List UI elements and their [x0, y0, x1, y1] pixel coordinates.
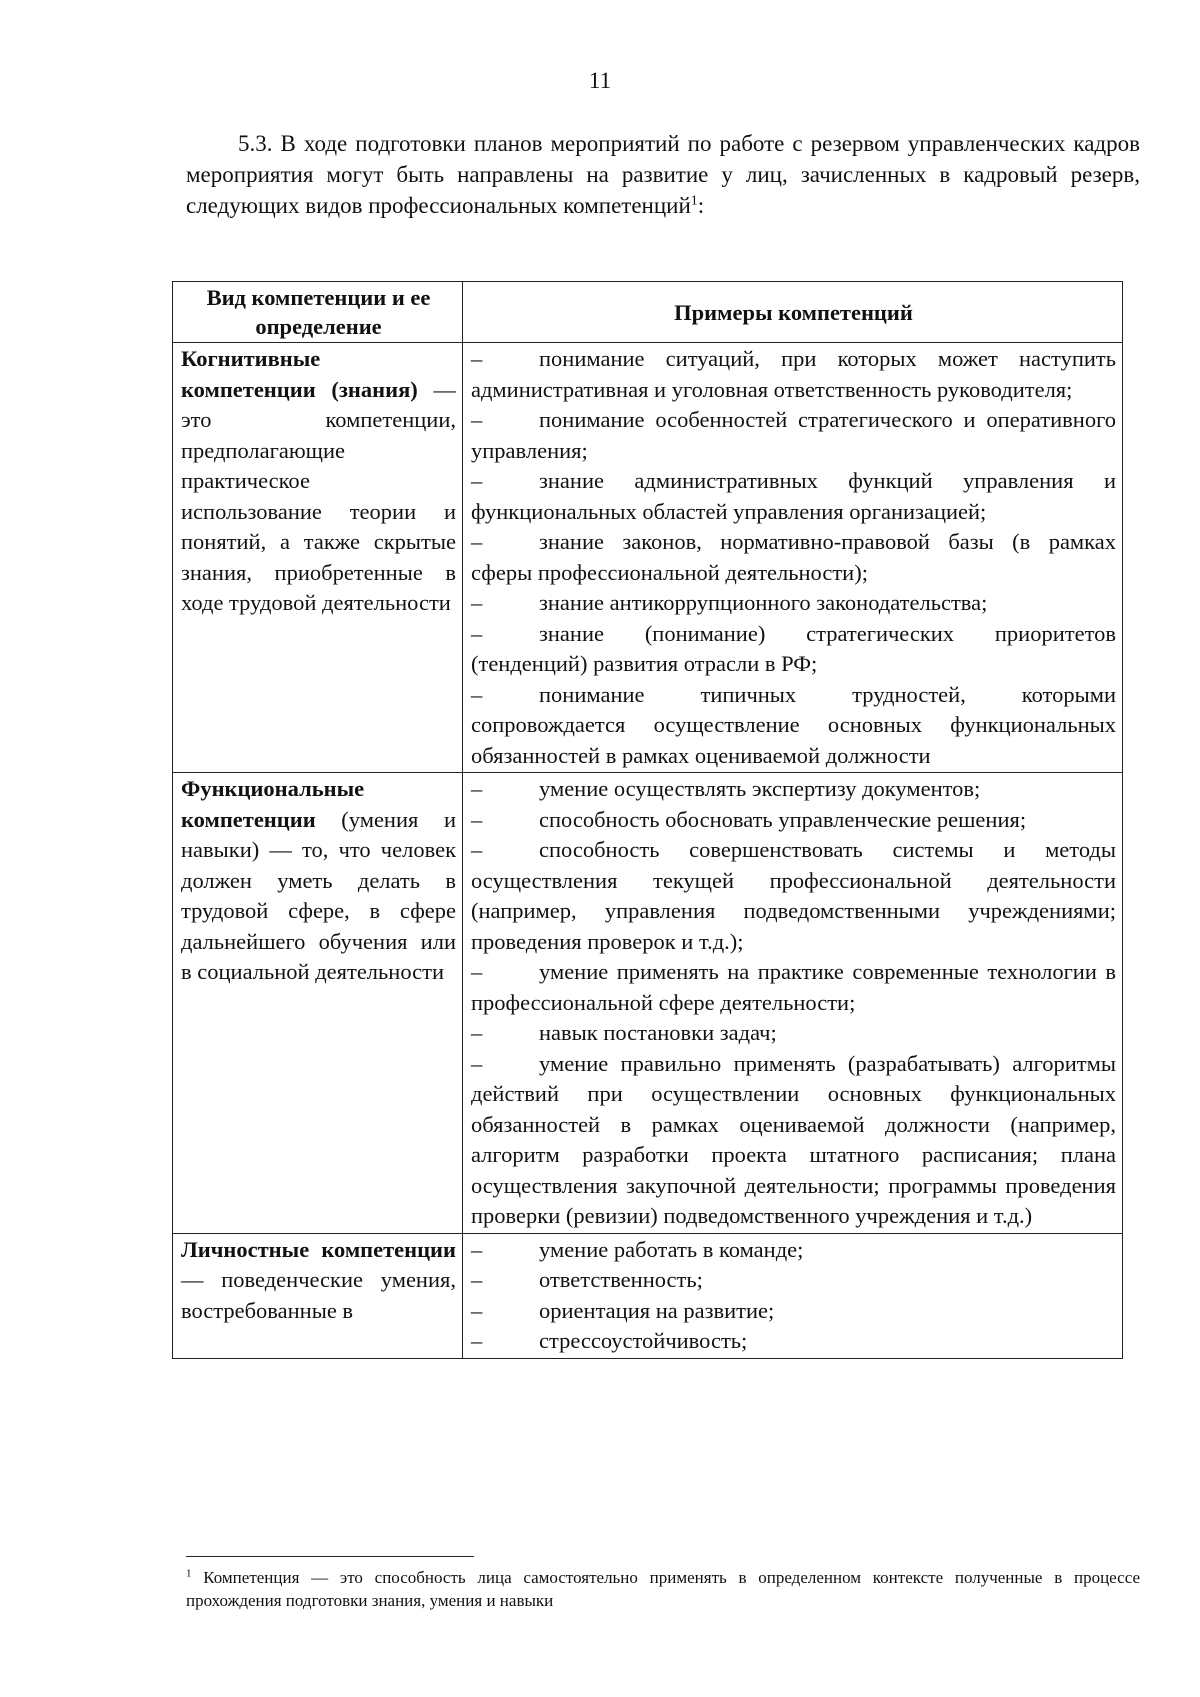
- list-item: [471, 1265, 1116, 1296]
- dash-marker: –: [471, 620, 483, 646]
- dash-marker: –: [471, 1297, 483, 1323]
- list-item: [471, 527, 1116, 588]
- list-item: [471, 588, 1116, 619]
- header-competency-examples: Примеры компетенций: [463, 282, 1123, 343]
- list-item: [471, 466, 1116, 527]
- table-row: [173, 343, 1123, 773]
- example-text: понимание особенностей стратегического и оперативного управления;: [471, 407, 1116, 463]
- table-row: [173, 1233, 1123, 1358]
- list-item: [471, 1049, 1116, 1232]
- list-item: [471, 835, 1116, 957]
- list-item: [471, 1235, 1116, 1266]
- list-item: [471, 1326, 1116, 1357]
- competency-term: Функциональные компетенции: [181, 776, 365, 832]
- list-item: [471, 957, 1116, 1018]
- competencies-table: [172, 281, 1123, 1359]
- dash-marker: –: [471, 1267, 483, 1292]
- competency-definition-cell: [173, 773, 463, 1234]
- header-competency-type: Вид компетенции и ее определение: [173, 282, 463, 343]
- footnote-divider: [186, 1556, 474, 1557]
- page-number: 11: [588, 68, 612, 93]
- example-text: знание административных функций управления и функциональных областей управления организацией;: [471, 468, 1116, 524]
- dash-marker: –: [471, 1236, 483, 1262]
- example-text: умение осуществлять экспертизу документов;: [539, 776, 981, 801]
- list-item: [471, 805, 1116, 836]
- table-row: [173, 773, 1123, 1234]
- dash-marker: –: [471, 681, 483, 707]
- dash-marker: –: [471, 529, 483, 554]
- competency-definition: — это компетенции, предполагающие практическое использование теории и понятий, а также скрытые знания, приобретенные в ходе трудовой деятельности: [181, 376, 456, 615]
- table-header-row: [173, 282, 1123, 343]
- dash-marker: –: [471, 1020, 483, 1045]
- dash-marker: –: [471, 806, 483, 832]
- dash-marker: –: [471, 346, 483, 371]
- competency-examples-cell: [463, 343, 1123, 773]
- list-item: [471, 1296, 1116, 1327]
- dash-marker: –: [471, 776, 483, 801]
- footnote-mark: 1: [186, 1567, 192, 1580]
- competency-definition: — поведенческие умения, востребованные в: [181, 1267, 456, 1323]
- dash-marker: –: [471, 590, 483, 615]
- competency-definition-cell: [173, 343, 463, 773]
- footnote-text: Компетенция — это способность лица самостоятельно применять в определенном контексте полученные в процессе прохождения подготовки знания, умения и навыки: [186, 1568, 1140, 1610]
- list-item: [471, 680, 1116, 772]
- dash-marker: –: [471, 837, 483, 862]
- example-text: способность совершенствовать системы и методы осуществления текущей профессиональной деятельности (например, управления подведомственными учреждениями; проведения проверок и т.д.);: [471, 837, 1116, 954]
- example-text: понимание ситуаций, при которых может наступить административная и уголовная ответственность руководителя;: [471, 346, 1116, 402]
- list-item: [471, 405, 1116, 466]
- example-text: понимание типичных трудностей, которыми сопровождается осуществление основных функциональных обязанностей в рамках оцениваемой должности: [471, 681, 1116, 768]
- list-item: [471, 344, 1116, 405]
- intro-text: 5.3. В ходе подготовки планов мероприятий по работе с резервом управленческих кадров мероприятия могут быть направлены на развитие у лиц, зачисленных в кадровый резерв, следующих видов профессиональных компетенций: [186, 131, 1140, 218]
- example-text: умение правильно применять (разрабатывать) алгоритмы действий при осуществлении основных функциональных обязанностей в рамках оцениваемой должности (например, алгоритм разработки проекта штатного расписания; плана осуществления закупочной деятельности; программы проведения проверки (ревизии) подведомственного учреждения и т.д.): [471, 1050, 1116, 1228]
- example-text: знание антикоррупционного законодательства;: [539, 590, 988, 615]
- list-item: [471, 1018, 1116, 1049]
- competency-term: Личностные компетенции: [181, 1236, 456, 1262]
- intro-paragraph: [186, 128, 1140, 221]
- example-text: ответственность;: [539, 1267, 703, 1292]
- example-text: умение работать в команде;: [539, 1236, 804, 1262]
- example-text: знание законов, нормативно-правовой базы (в рамках сферы профессиональной деятельности);: [471, 529, 1116, 585]
- list-item: [471, 774, 1116, 805]
- intro-tail: :: [697, 193, 705, 218]
- example-text: знание (понимание) стратегических приоритетов (тенденций) развития отрасли в РФ;: [471, 620, 1116, 676]
- competency-definition: (умения и навыки) — то, что человек должен уметь делать в трудовой сфере, в сфере дальнейшего обучения или в социальной деятельности: [181, 806, 456, 984]
- example-text: навык постановки задач;: [539, 1020, 777, 1045]
- example-text: умение применять на практике современные технологии в профессиональной сфере деятельности;: [471, 959, 1116, 1015]
- example-text: стрессоустойчивость;: [539, 1328, 748, 1353]
- dash-marker: –: [471, 407, 483, 432]
- competency-definition-cell: [173, 1233, 463, 1358]
- example-text: ориентация на развитие;: [539, 1297, 775, 1323]
- list-item: [471, 619, 1116, 680]
- dash-marker: –: [471, 959, 483, 984]
- footnote: [186, 1566, 1140, 1612]
- competency-term: Когнитивные компетенции (знания): [181, 346, 418, 402]
- competency-examples-cell: [463, 1233, 1123, 1358]
- dash-marker: –: [471, 1328, 483, 1353]
- dash-marker: –: [471, 468, 483, 493]
- dash-marker: –: [471, 1050, 483, 1076]
- competency-examples-cell: [463, 773, 1123, 1234]
- footnote-ref: 1: [690, 193, 698, 209]
- example-text: способность обосновать управленческие решения;: [539, 806, 1027, 832]
